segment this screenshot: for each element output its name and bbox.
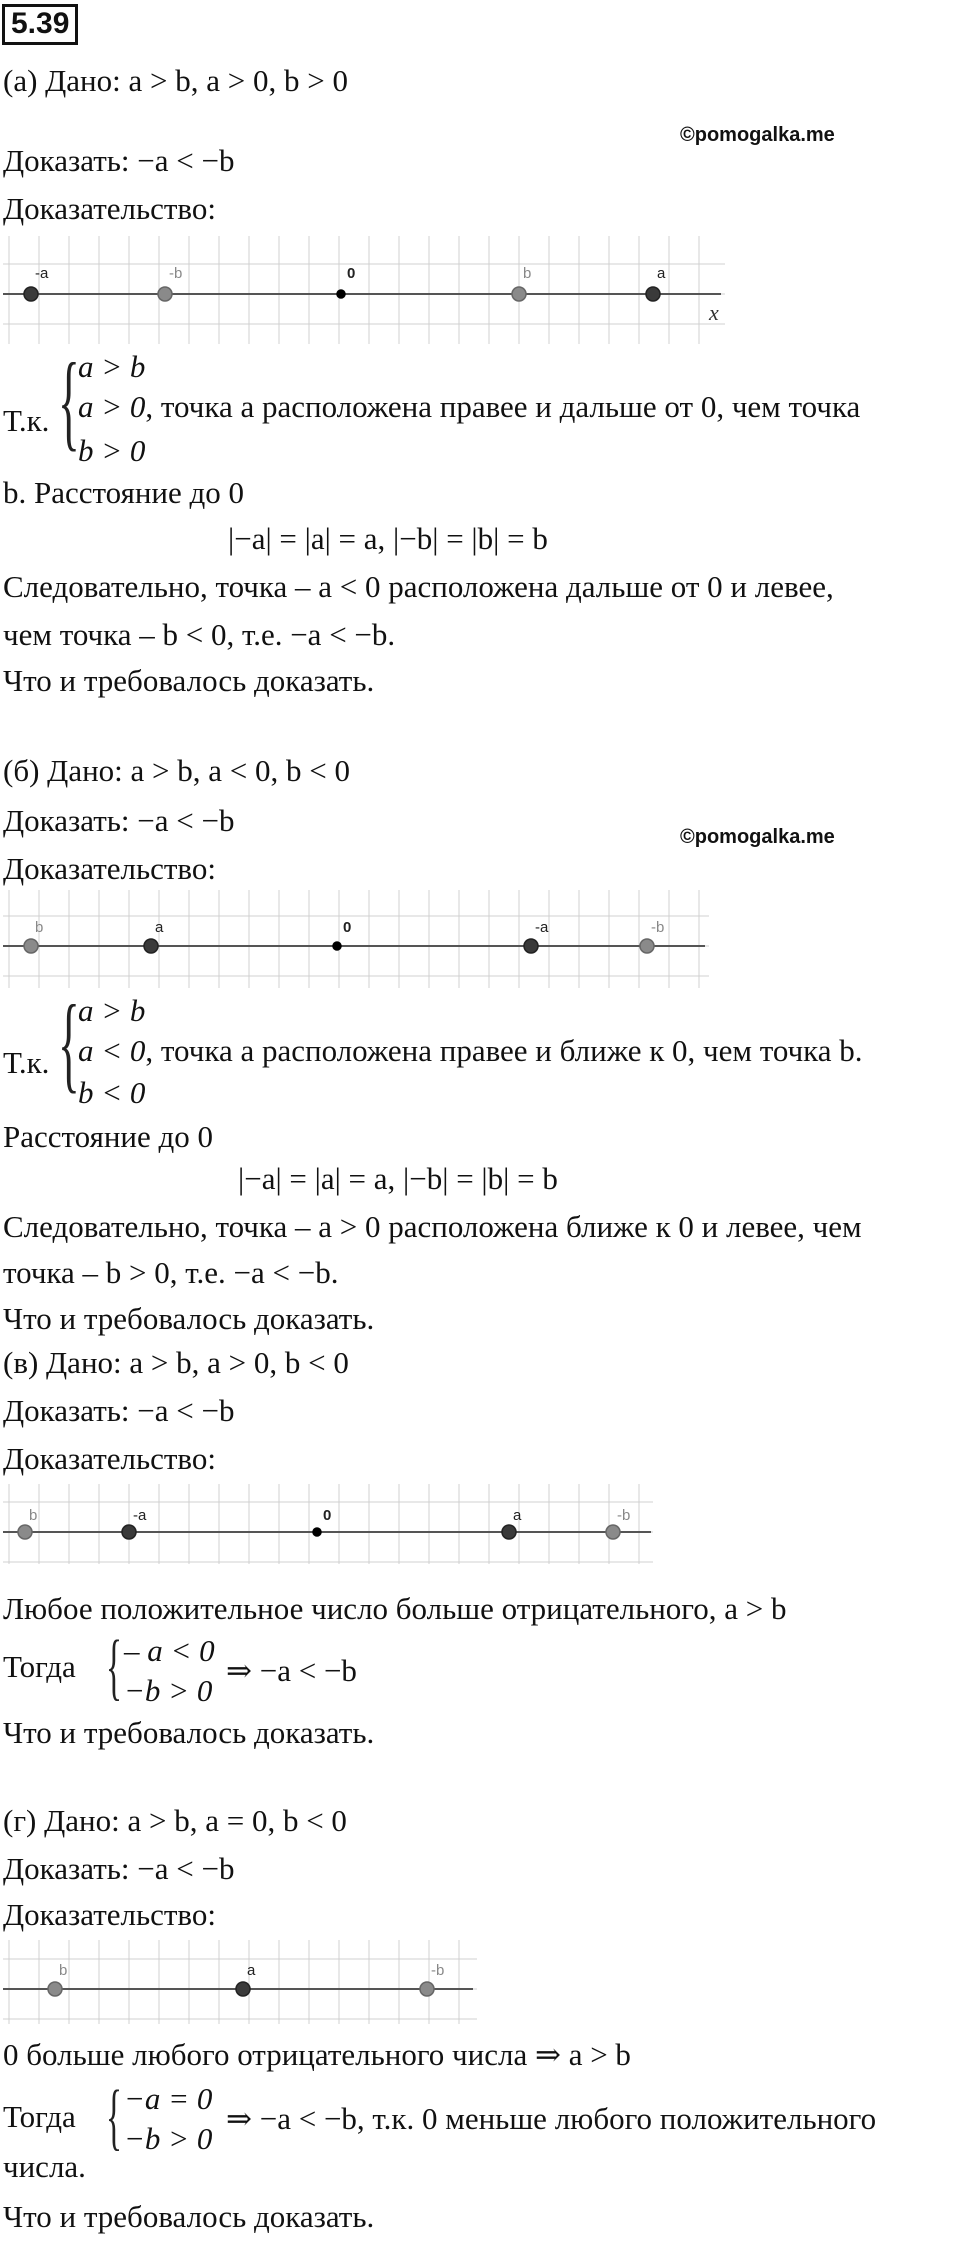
part-d-result: ⇒ −a < −b, т.к. 0 меньше любого положительного xyxy=(226,2101,877,2136)
part-a-conclusion-1: Следовательно, точка – a < 0 расположена дальше от 0 и левее, xyxy=(3,569,834,604)
part-a-condition-3: b > 0 xyxy=(78,433,146,468)
part-b-formula: |−a| = |a| = a, |−b| = |b| = b xyxy=(238,1161,558,1196)
part-a-reason: , точка a расположена правее и дальше от 0, чем точка xyxy=(145,389,861,424)
grid xyxy=(3,1484,653,1564)
part-a-prove: Доказать: −a < −b xyxy=(3,143,235,178)
part-c-condition-1: – a < 0 xyxy=(124,1633,215,1668)
part-c-given: (в) Дано: a > b, a > 0, b < 0 xyxy=(3,1345,349,1380)
point--b xyxy=(640,939,654,953)
part-a-proof-label: Доказательство: xyxy=(3,191,216,226)
part-d-proof-label: Доказательство: xyxy=(3,1897,216,1932)
part-a-qed: Что и требовалось доказать. xyxy=(3,663,375,698)
grid xyxy=(3,236,725,344)
point--b xyxy=(158,287,172,301)
part-b-given: (б) Дано: a > b, a < 0, b < 0 xyxy=(3,753,350,788)
part-a-given: (а) Дано: a > b, a > 0, b > 0 xyxy=(3,63,348,98)
point--b xyxy=(420,1982,434,1996)
point-a xyxy=(646,287,660,301)
part-c-then-label: Тогда xyxy=(3,1649,76,1684)
part-a-number-line xyxy=(3,236,725,344)
part-b-number-line xyxy=(3,890,709,988)
point-label-a: a xyxy=(657,265,666,282)
part-a-condition-2: a > 0 xyxy=(78,389,146,424)
point-label-b: b xyxy=(35,919,44,936)
point-0 xyxy=(337,290,345,298)
part-c-prove: Доказать: −a < −b xyxy=(3,1393,235,1428)
part-a-conclusion-2: чем точка – b < 0, т.е. −a < −b. xyxy=(3,617,396,652)
part-b-conclusion-2: точка – b > 0, т.е. −a < −b. xyxy=(3,1255,339,1290)
part-c-number-line xyxy=(3,1484,653,1564)
point-a xyxy=(144,939,158,953)
part-c-system-brace: { xyxy=(106,1626,122,1708)
part-a-system-brace: { xyxy=(58,342,80,461)
part-d-condition-2: −b > 0 xyxy=(124,2121,213,2156)
point-label-a: a xyxy=(513,1507,522,1524)
point-0 xyxy=(313,1528,321,1536)
part-b-line2: Расстояние до 0 xyxy=(3,1119,214,1154)
part-d-qed: Что и требовалось доказать. xyxy=(3,2199,375,2234)
part-d-statement: 0 больше любого отрицательного числа ⇒ a > b xyxy=(3,2037,631,2072)
point-label--b: -b xyxy=(651,919,665,936)
point--a xyxy=(24,287,38,301)
problem-number: 5.39 xyxy=(2,4,78,45)
point--b xyxy=(606,1525,620,1539)
point-label-b: b xyxy=(59,1962,68,1979)
watermark: ©pomogalka.me xyxy=(680,826,835,848)
point-label-0: 0 xyxy=(343,919,352,936)
point-a xyxy=(236,1982,250,1996)
point-label--b: -b xyxy=(169,265,183,282)
point-label-0: 0 xyxy=(323,1507,332,1524)
part-c-proof-label: Доказательство: xyxy=(3,1441,216,1476)
part-c-result: ⇒ −a < −b xyxy=(226,1653,357,1688)
part-b-conclusion-1: Следовательно, точка – a > 0 расположена ближе к 0 и левее, чем xyxy=(3,1209,862,1244)
part-d-then-label: Тогда xyxy=(3,2099,76,2134)
part-d-result-2: числа. xyxy=(3,2149,86,2184)
point--a xyxy=(122,1525,136,1539)
point-b xyxy=(24,939,38,953)
point-label-b: b xyxy=(29,1507,38,1524)
part-a-line2: b. Расстояние до 0 xyxy=(3,475,245,510)
point-a xyxy=(502,1525,516,1539)
point-label--a: -a xyxy=(535,919,549,936)
part-d-prove: Доказать: −a < −b xyxy=(3,1851,235,1886)
part-a-formula: |−a| = |a| = a, |−b| = |b| = b xyxy=(228,521,548,556)
point-b xyxy=(48,1982,62,1996)
axis-label: x xyxy=(709,300,719,325)
point--a xyxy=(524,939,538,953)
part-b-proof-label: Доказательство: xyxy=(3,851,216,886)
point-label--b: -b xyxy=(617,1507,631,1524)
point-b xyxy=(18,1525,32,1539)
point-label-a: a xyxy=(155,919,164,936)
part-d-condition-1: −a = 0 xyxy=(124,2081,213,2116)
part-c-statement: Любое положительное число больше отрицательного, a > b xyxy=(3,1591,787,1626)
part-b-condition-3: b < 0 xyxy=(78,1075,146,1110)
point-label-b: b xyxy=(523,265,532,282)
part-b-tk-label: Т.к. xyxy=(3,1045,50,1080)
part-c-qed: Что и требовалось доказать. xyxy=(3,1715,375,1750)
point-label-0: 0 xyxy=(347,265,356,282)
grid xyxy=(3,890,709,988)
part-a-condition-1: a > b xyxy=(78,349,146,384)
part-d-system-brace: { xyxy=(106,2076,122,2158)
point-0 xyxy=(333,942,341,950)
part-b-qed: Что и требовалось доказать. xyxy=(3,1301,375,1336)
part-b-prove: Доказать: −a < −b xyxy=(3,803,235,838)
watermark: ©pomogalka.me xyxy=(680,124,835,146)
point-label-a: a xyxy=(247,1962,256,1979)
point-label--a: -a xyxy=(35,265,49,282)
part-d-given: (г) Дано: a > b, a = 0, b < 0 xyxy=(3,1803,347,1838)
part-b-condition-1: a > b xyxy=(78,993,146,1028)
point-label--b: -b xyxy=(431,1962,445,1979)
part-d-number-line xyxy=(3,1940,477,2024)
point-label--a: -a xyxy=(133,1507,147,1524)
part-c-condition-2: −b > 0 xyxy=(124,1673,213,1708)
part-b-reason: , точка a расположена правее и ближе к 0, чем точка b. xyxy=(145,1033,863,1068)
part-b-condition-2: a < 0 xyxy=(78,1033,146,1068)
part-b-system-brace: { xyxy=(58,984,80,1103)
part-a-tk-label: Т.к. xyxy=(3,403,50,438)
point-b xyxy=(512,287,526,301)
